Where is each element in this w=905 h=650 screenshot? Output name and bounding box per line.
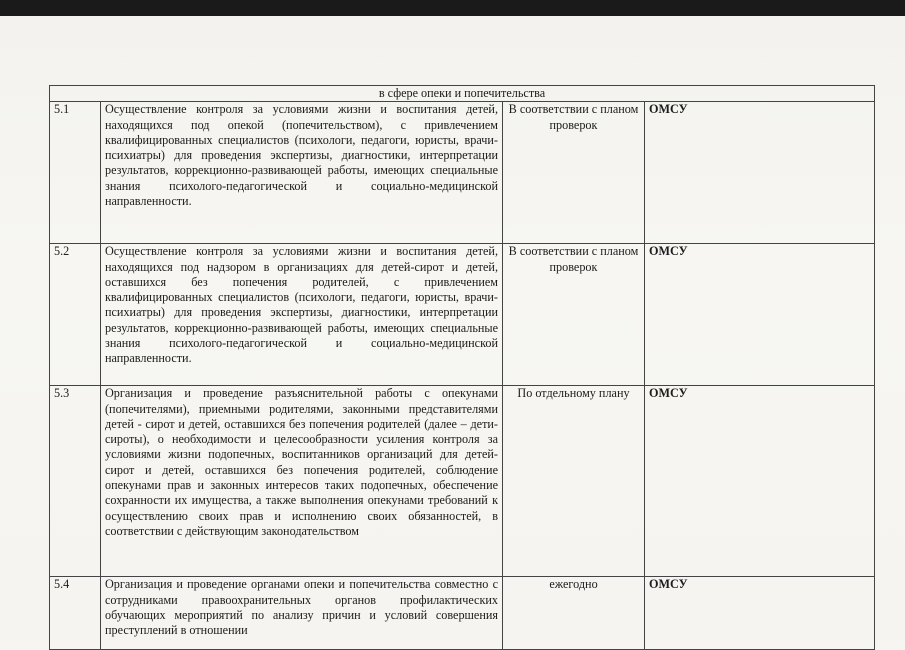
item-responsible: ОМСУ: [645, 244, 875, 386]
item-responsible: ОМСУ: [645, 577, 875, 650]
item-term: По отдельному плану: [503, 386, 645, 577]
item-responsible: ОМСУ: [645, 386, 875, 577]
table-row: [50, 102, 875, 244]
item-term: В соответствии с планом проверок: [503, 244, 645, 386]
item-number: 5.1: [50, 102, 101, 244]
item-description: Осуществление контроля за условиями жизни и воспитания детей, находящихся под надзором в организациях для детей-сирот и детей, оставшихся без попечения родителей, с привлечением квалифицированных специалистов (психологи, педагоги, юристы, врачи-психиатры) для проведения экспертизы, диагностики, интерпретации результатов, коррекционно-развивающей работы, имеющих специальные знания психолого-педагогической и социально-медицинской направленности.: [101, 244, 503, 386]
scan-top-edge: [0, 0, 905, 16]
item-description: Организация и проведение разъяснительной работы с опекунами (попечителями), приемными родителями, законными представителями детей - сирот и детей, оставшихся без попечения родителей (далее – дети-сироты), о необходимости и целесообразности усиления контроля за условиями жизни подопечных, воспитанников организаций для детей-сирот и детей, оставшихся без попечения родителей, соблюдение опекунами прав и законных интересов таких подопечных, обеспечение сохранности их имущества, а также выполнения опекунами требований к осуществлению своих прав и исполнению своих обязанностей, в соответствии с действующим законодательством: [101, 386, 503, 577]
document-page: [0, 16, 905, 640]
item-term: В соответствии с планом проверок: [503, 102, 645, 244]
table-row: [50, 386, 875, 577]
item-number: 5.2: [50, 244, 101, 386]
section-title: в сфере опеки и попечительства: [50, 86, 875, 102]
item-number: 5.3: [50, 386, 101, 577]
item-description: Осуществление контроля за условиями жизни и воспитания детей, находящихся под опекой (попечительством), с привлечением квалифицированных специалистов (психологи, педагоги, юристы, врачи-психиатры) для проведения экспертизы, диагностики, интерпретации результатов, коррекционно-развивающей работы, имеющих специальные знания психолого-педагогической и социально-медицинской направленности.: [101, 102, 503, 244]
table-row: [50, 577, 875, 650]
plan-table: [49, 85, 875, 650]
section-header-row: [50, 86, 875, 102]
item-description: Организация и проведение органами опеки и попечительства совместно с сотрудниками правоохранительных органов профилактических обучающих мероприятий по анализу причин и условий совершения преступлений в отношении: [101, 577, 503, 650]
item-responsible: ОМСУ: [645, 102, 875, 244]
item-term: ежегодно: [503, 577, 645, 650]
table-row: [50, 244, 875, 386]
item-number: 5.4: [50, 577, 101, 650]
